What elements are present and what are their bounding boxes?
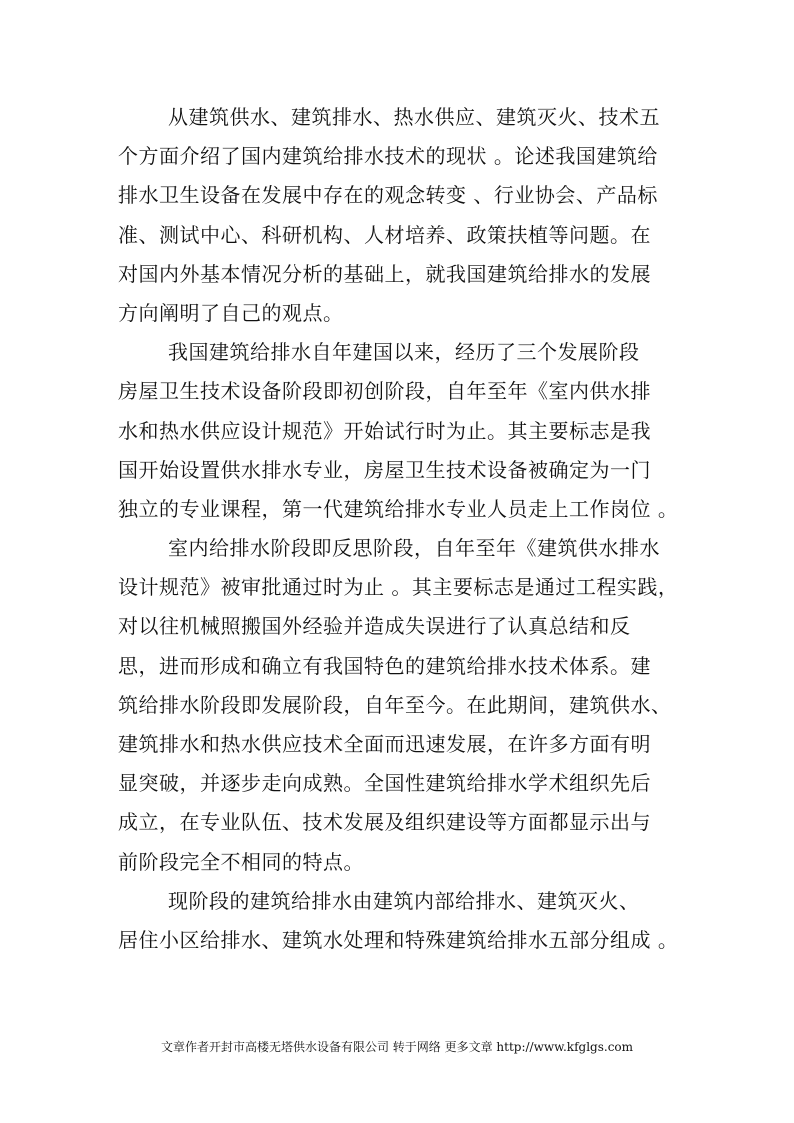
paragraph-line: 个方面介绍了国内建筑给排水技术的现状 。论述我国建筑给: [118, 144, 658, 169]
paragraph-line: 现阶段的建筑给排水由建筑内部给排水、建筑灭火、: [168, 888, 640, 913]
paragraph-line: 我国建筑给排水自年建国以来，经历了三个发展阶段: [168, 340, 640, 365]
paragraph-line: 思，进而形成和确立有我国特色的建筑给排水技术体系。建: [118, 653, 651, 678]
paragraph-line: 独立的专业课程，第一代建筑给排水专业人员走上工作岗位 。: [118, 496, 679, 521]
paragraph-line: 国开始设置供水排水专业，房屋卫生技术设备被确定为一门: [118, 457, 651, 482]
paragraph-line: 显突破，并逐步走向成熟。全国性建筑给排水学术组织先后: [118, 771, 651, 796]
paragraph-line: 成立，在专业队伍、技术发展及组织建设等方面都显示出与: [118, 810, 651, 835]
paragraph-line: 方向阐明了自己的观点。: [118, 300, 344, 325]
paragraph-line: 建筑排水和热水供应技术全面而迅速发展，在许多方面有明: [118, 732, 651, 756]
paragraph-line: 准、测试中心、科研机构、人材培养、政策扶植等问题。在: [118, 222, 651, 247]
paragraph-line: 筑给排水阶段即发展阶段，自年至今。在此期间，建筑供水、: [118, 692, 672, 717]
page-footer: 文章作者开封市高楼无塔供水设备有限公司 转于网络 更多文章 http://www.kfglgs.com: [160, 1040, 634, 1054]
paragraph-line: 室内给排水阶段即反思阶段，自年至年《建筑供水排水: [168, 536, 660, 561]
paragraph-line: 对国内外基本情况分析的基础上，就我国建筑给排水的发展: [118, 261, 651, 286]
paragraph-line: 房屋卫生技术设备阶段即初创阶段，自年至年《室内供水排: [118, 379, 651, 404]
paragraph-line: 排水卫生设备在发展中存在的观念转变 、行业协会、产品标: [118, 183, 658, 208]
paragraph-line: 水和热水供应设计规范》开始试行时为止。其主要标志是我: [118, 418, 651, 443]
paragraph-line: 对以往机械照搬国外经验并造成失误进行了认真总结和反: [118, 614, 631, 639]
paragraph-line: 设计规范》被审批通过时为止 。其主要标志是通过工程实践，: [118, 575, 679, 600]
paragraph-line: 前阶段完全不相同的特点。: [118, 849, 364, 874]
paragraph-line: 居住小区给排水、建筑水处理和特殊建筑给排水五部分组成 。: [118, 927, 679, 952]
paragraph-line: 从建筑供水、建筑排水、热水供应、建筑灭火、技术五: [168, 105, 660, 129]
document-body: [118, 98, 686, 960]
